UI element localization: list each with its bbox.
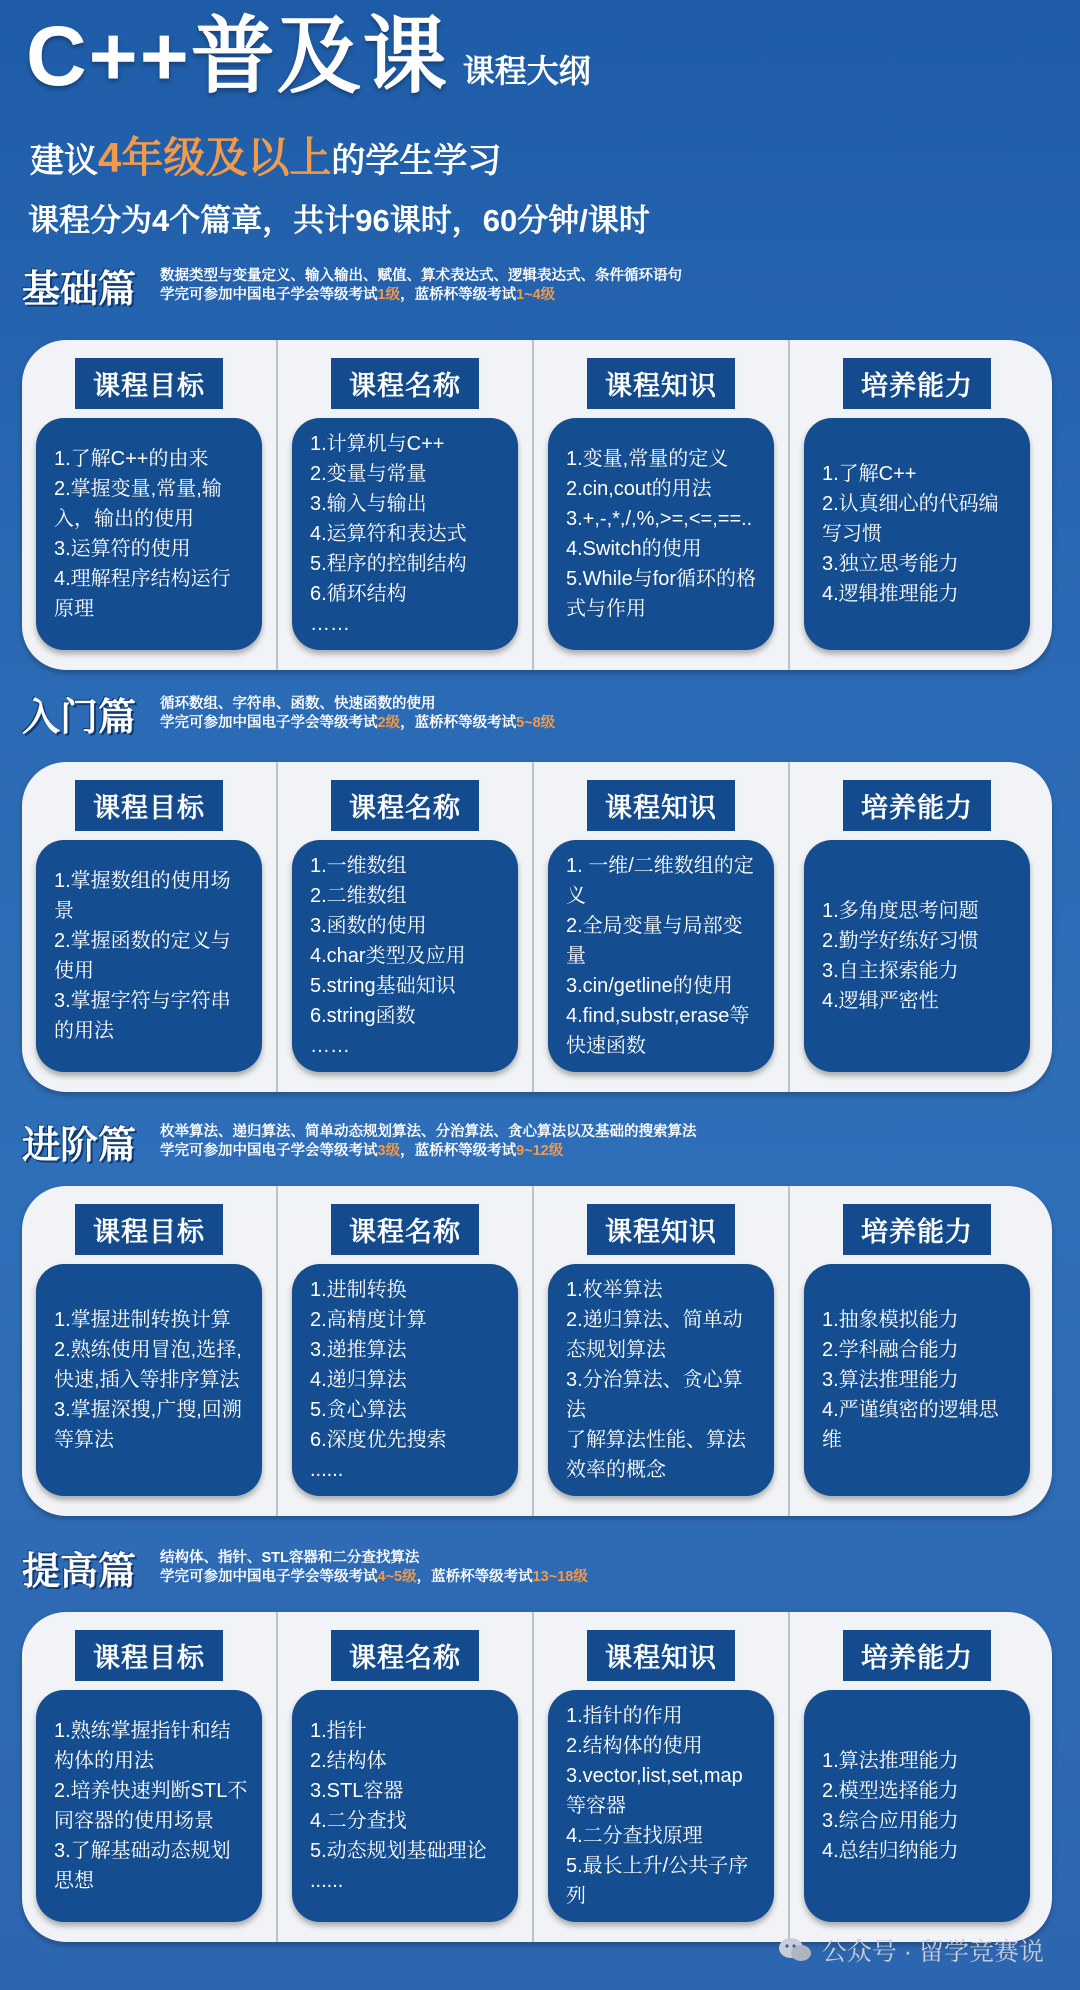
- list-item: 5.最长上升/公共子序列: [566, 1855, 749, 1907]
- column-header: 课程目标: [75, 1630, 223, 1681]
- column-content-box: [292, 840, 518, 1072]
- column-header: 课程目标: [75, 358, 223, 409]
- column-content-box: [804, 418, 1030, 650]
- column-header: 培养能力: [843, 780, 991, 831]
- list-item: 2.cin,cout的用法: [566, 478, 712, 500]
- list-item: 2.培养快速判断STL不同容器的使用场景: [54, 1780, 248, 1832]
- list-item: 5.贪心算法: [310, 1399, 407, 1421]
- list-item: 2.结构体的使用: [566, 1735, 703, 1757]
- column-content: [804, 1305, 1030, 1455]
- column-content-box: [36, 1690, 262, 1922]
- watermark-text: 公众号 · 留学竞赛说: [821, 1938, 1044, 1966]
- exam-a-text: 学完可参加中国电子学会等级考试: [160, 714, 378, 731]
- list-item: 5.动态规划基础理论: [310, 1840, 487, 1862]
- column-content: [36, 444, 262, 624]
- section-panel-intro: [22, 762, 1052, 1092]
- exam-a-level: 3级: [377, 1142, 401, 1159]
- column-content-box: [292, 418, 518, 650]
- column-content-box: [36, 840, 262, 1072]
- list-item: 4.Switch的使用: [566, 538, 702, 560]
- list-item: 3.递推算法: [310, 1339, 407, 1361]
- column-abilities: [790, 1612, 1044, 1942]
- list-item: 3.综合应用能力: [822, 1810, 959, 1832]
- column-header: 课程知识: [587, 1204, 735, 1255]
- list-item: ......: [310, 1459, 344, 1481]
- list-item: 3.vector,list,set,map等容器: [566, 1765, 743, 1817]
- list-item: 4.二分查找: [310, 1810, 407, 1832]
- list-item: 1.枚举算法: [566, 1279, 663, 1301]
- column-content: [804, 896, 993, 1016]
- exam-a-text: 学完可参加中国电子学会等级考试: [160, 1142, 378, 1159]
- column-content-box: [292, 1690, 518, 1922]
- section-info: [160, 1549, 588, 1587]
- column-knowledge: [534, 340, 788, 670]
- list-item: 4.find,substr,erase等快速函数: [566, 1005, 750, 1057]
- column-content: [292, 1275, 461, 1485]
- column-header: 课程名称: [331, 780, 479, 831]
- section-topics: 枚举算法、递归算法、简单动态规划算法、分治算法、贪心算法以及基础的搜索算法: [160, 1123, 697, 1140]
- column-header: 课程名称: [331, 1630, 479, 1681]
- column-abilities: [790, 1186, 1044, 1516]
- list-item: 3.+,-,*,/,%,>=,<=,==..: [566, 508, 753, 530]
- page-title: C++普及课: [26, 9, 449, 103]
- column-content: [548, 851, 774, 1061]
- exam-a-level: 4~5级: [377, 1568, 417, 1585]
- column-content: [804, 1746, 973, 1866]
- exam-b-level: 9~12级: [516, 1142, 564, 1159]
- list-item: 6.循环结构: [310, 583, 407, 605]
- section-name: 进阶篇: [22, 1125, 137, 1167]
- column-header: 培养能力: [843, 1204, 991, 1255]
- section-header-advanced: [22, 1114, 697, 1169]
- column-names: [278, 1186, 532, 1516]
- exam-b-text: ，蓝桥杯等级考试: [400, 286, 517, 303]
- exam-b-text: ，蓝桥杯等级考试: [400, 1142, 517, 1159]
- column-content-box: [804, 840, 1030, 1072]
- list-item: 1.计算机与C++: [310, 433, 445, 455]
- list-item: 4.理解程序结构运行原理: [54, 568, 231, 620]
- column-goals: [22, 340, 276, 670]
- list-item: ......: [310, 1870, 344, 1892]
- page-header: [26, 9, 591, 103]
- list-item: 5.string基础知识: [310, 975, 456, 997]
- section-exams: [160, 286, 682, 305]
- wechat-icon: [778, 1937, 812, 1963]
- list-item: 4.递归算法: [310, 1369, 407, 1391]
- list-item: 2.模型选择能力: [822, 1780, 959, 1802]
- list-item: 1.指针的作用: [566, 1705, 683, 1727]
- column-content: [548, 444, 774, 624]
- list-item: 3.掌握字符与字符串的用法: [54, 990, 231, 1042]
- section-header-basic: [22, 258, 682, 313]
- section-panel-advanced: [22, 1186, 1052, 1516]
- list-item: 1.抽象模拟能力: [822, 1309, 959, 1331]
- column-goals: [22, 1612, 276, 1942]
- list-item: 2.全局变量与局部变量: [566, 915, 743, 967]
- column-knowledge: [534, 1186, 788, 1516]
- list-item: 4.运算符和表达式: [310, 523, 467, 545]
- section-info: [160, 1123, 697, 1161]
- column-content: [292, 851, 480, 1061]
- list-item: 1.进制转换: [310, 1279, 407, 1301]
- column-abilities: [790, 762, 1044, 1092]
- column-header: 课程知识: [587, 358, 735, 409]
- list-item: 4.二分查找原理: [566, 1825, 703, 1847]
- exam-a-text: 学完可参加中国电子学会等级考试: [160, 1568, 378, 1585]
- column-goals: [22, 762, 276, 1092]
- list-item: 3.输入与输出: [310, 493, 427, 515]
- column-content: [292, 1716, 501, 1896]
- exam-a-text: 学完可参加中国电子学会等级考试: [160, 286, 378, 303]
- section-name: 提高篇: [22, 1551, 137, 1593]
- column-content-box: [804, 1690, 1030, 1922]
- list-item: 2.高精度计算: [310, 1309, 427, 1331]
- column-header: 课程目标: [75, 1204, 223, 1255]
- exam-b-level: 1~4级: [516, 286, 556, 303]
- list-item: 3.运算符的使用: [54, 538, 191, 560]
- list-item: 1.了解C++的由来: [54, 448, 209, 470]
- list-item: 1.指针: [310, 1720, 367, 1742]
- list-item: 1.多角度思考问题: [822, 900, 979, 922]
- list-item: ……: [310, 613, 350, 635]
- column-names: [278, 762, 532, 1092]
- section-info: [160, 695, 555, 733]
- section-topics: 结构体、指针、STL容器和二分查找算法: [160, 1549, 420, 1566]
- list-item: 4.逻辑推理能力: [822, 583, 959, 605]
- column-header: 培养能力: [843, 358, 991, 409]
- list-item: 3.函数的使用: [310, 915, 427, 937]
- exam-b-text: ，蓝桥杯等级考试: [400, 714, 517, 731]
- column-header: 课程名称: [331, 1204, 479, 1255]
- column-names: [278, 1612, 532, 1942]
- column-content: [36, 1716, 262, 1896]
- list-item: 1.了解C++: [822, 463, 917, 485]
- page-subtitle: 课程大纲: [462, 53, 591, 89]
- list-item: 4.严谨缜密的逻辑思维: [822, 1399, 999, 1451]
- column-header: 课程目标: [75, 780, 223, 831]
- list-item: 2.变量与常量: [310, 463, 427, 485]
- list-item: 3.了解基础动态规划思想: [54, 1840, 231, 1892]
- section-header-improve: [22, 1540, 588, 1595]
- list-item: 4.逻辑严密性: [822, 990, 939, 1012]
- list-item: 2.熟练使用冒泡,选择,快速,插入等排序算法: [54, 1339, 242, 1391]
- column-knowledge: [534, 1612, 788, 1942]
- column-content: [548, 1275, 774, 1485]
- section-exams: [160, 1568, 588, 1587]
- list-item: 1.变量,常量的定义: [566, 448, 729, 470]
- section-panel-improve: [22, 1612, 1052, 1942]
- watermark: [778, 1932, 1044, 1968]
- column-content: [36, 866, 262, 1046]
- section-info: [160, 267, 682, 305]
- list-item: 6.string函数: [310, 1005, 416, 1027]
- column-content-box: [804, 1264, 1030, 1496]
- list-item: 3.掌握深搜,广搜,回溯等算法: [54, 1399, 242, 1451]
- list-item: 2.二维数组: [310, 885, 407, 907]
- list-item: 3.算法推理能力: [822, 1369, 959, 1391]
- list-item: 6.深度优先搜索: [310, 1429, 447, 1451]
- list-item: 3.独立思考能力: [822, 553, 959, 575]
- course-summary: 课程分为4个篇章，共计96课时，60分钟/课时: [28, 203, 650, 238]
- exam-a-level: 1级: [377, 286, 401, 303]
- exam-b-level: 13~18级: [532, 1568, 588, 1585]
- column-abilities: [790, 340, 1044, 670]
- list-item: 3.自主探索能力: [822, 960, 959, 982]
- list-item: 1. 一维/二维数组的定义: [566, 855, 754, 907]
- list-item: 3.cin/getline的使用: [566, 975, 733, 997]
- section-topics: 数据类型与变量定义、输入输出、赋值、算术表达式、逻辑表达式、条件循环语句: [160, 267, 682, 284]
- column-content-box: [548, 1264, 774, 1496]
- section-name: 基础篇: [22, 269, 137, 311]
- column-header: 培养能力: [843, 1630, 991, 1681]
- section-exams: [160, 1142, 697, 1161]
- section-exams: [160, 714, 555, 733]
- column-knowledge: [534, 762, 788, 1092]
- list-item: 1.算法推理能力: [822, 1750, 959, 1772]
- list-item: 5.程序的控制结构: [310, 553, 467, 575]
- column-content-box: [548, 1690, 774, 1922]
- list-item: 2.结构体: [310, 1750, 387, 1772]
- grade-advice: [30, 125, 501, 185]
- section-name: 入门篇: [22, 697, 137, 739]
- column-content: [804, 459, 1030, 609]
- list-item: 1.掌握数组的使用场景: [54, 870, 231, 922]
- advice-highlight: 4年级及以上: [98, 134, 332, 181]
- list-item: 2.学科融合能力: [822, 1339, 959, 1361]
- list-item: 1.一维数组: [310, 855, 407, 877]
- column-names: [278, 340, 532, 670]
- advice-pre: 建议: [30, 142, 98, 180]
- list-item: 1.熟练掌握指针和结构体的用法: [54, 1720, 231, 1772]
- list-item: 4.总结归纳能力: [822, 1840, 959, 1862]
- list-item: 2.认真细心的代码编写习惯: [822, 493, 999, 545]
- list-item: 4.char类型及应用: [310, 945, 466, 967]
- exam-b-level: 5~8级: [516, 714, 556, 731]
- list-item: 2.递归算法、简单动态规划算法: [566, 1309, 743, 1361]
- list-item: 了解算法性能、算法效率的概念: [566, 1429, 746, 1481]
- column-content: [292, 429, 481, 639]
- list-item: 1.掌握进制转换计算: [54, 1309, 231, 1331]
- column-content-box: [36, 418, 262, 650]
- list-item: 2.掌握变量,常量,输入，输出的使用: [54, 478, 222, 530]
- column-content-box: [36, 1264, 262, 1496]
- advice-post: 的学生学习: [331, 142, 502, 180]
- section-panel-basic: [22, 340, 1052, 670]
- exam-a-level: 2级: [377, 714, 401, 731]
- exam-b-text: ，蓝桥杯等级考试: [416, 1568, 533, 1585]
- list-item: 3.分治算法、贪心算法: [566, 1369, 743, 1421]
- list-item: 5.While与for循环的格式与作用: [566, 568, 757, 620]
- column-content-box: [292, 1264, 518, 1496]
- column-goals: [22, 1186, 276, 1516]
- list-item: 2.掌握函数的定义与使用: [54, 930, 231, 982]
- column-content-box: [548, 418, 774, 650]
- column-content-box: [548, 840, 774, 1072]
- list-item: ……: [310, 1035, 350, 1057]
- column-content: [548, 1701, 774, 1911]
- column-header: 课程名称: [331, 358, 479, 409]
- column-header: 课程知识: [587, 780, 735, 831]
- column-content: [36, 1305, 262, 1455]
- list-item: 2.勤学好练好习惯: [822, 930, 979, 952]
- column-header: 课程知识: [587, 1630, 735, 1681]
- section-topics: 循环数组、字符串、函数、快速函数的使用: [160, 695, 436, 712]
- list-item: 3.STL容器: [310, 1780, 404, 1802]
- section-header-intro: [22, 686, 555, 741]
